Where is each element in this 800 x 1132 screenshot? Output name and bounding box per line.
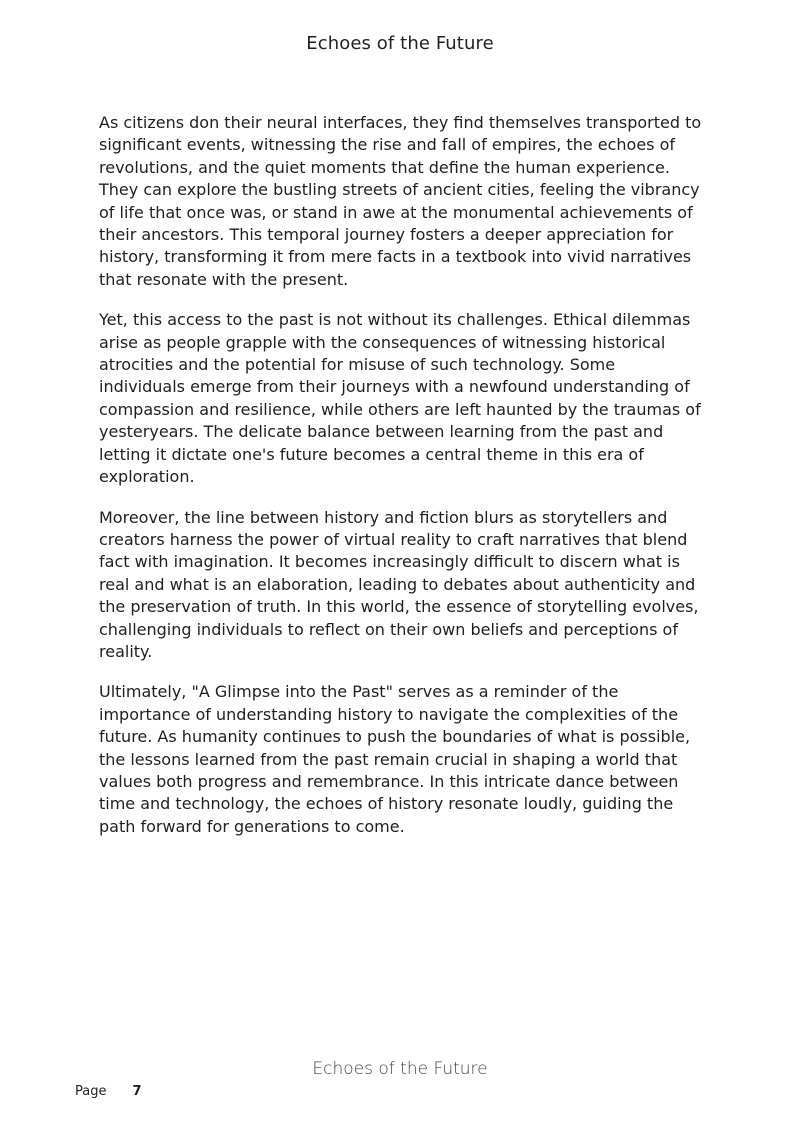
body-paragraph-1: As citizens don their neural interfaces, they find themselves transported to significant events, witnessing the rise and fall of empires, the echoes of revolutions, and the quiet moments that define the human experience. They can explore the bustling streets of ancient cities, feeling the vibrancy of life that once was, or stand in awe at the monumental achievements of their ancestors. This temporal journey fosters a deeper appreciation for history, transforming it from mere facts in a textbook into vivid narratives that resonate with the present. — [99, 113, 702, 289]
body-paragraph-3: Moreover, the line between history and fiction blurs as storytellers and creators harness the power of virtual reality to craft narratives that blend fact with imagination. It becomes increasingly difficult to discern what is real and what is an elaboration, leading to debates about authenticity and the preservation of truth. In this world, the essence of storytelling evolves, challenging individuals to reflect on their own beliefs and perceptions of reality. — [99, 507, 699, 661]
header-title: Echoes of the Future — [306, 33, 494, 54]
page-label: Page — [75, 1084, 107, 1099]
body-paragraph-4: Ultimately, "A Glimpse into the Past" serves as a reminder of the importance of understanding history to navigate the complexities of the future. As humanity continues to push the boundaries of what is possible, the lessons learned from the past remain crucial in shaping a world that values both progress and remembrance. In this intricate dance between time and technology, the echoes of history resonate loudly, guiding the path forward for generations to come. — [99, 682, 691, 836]
body-paragraph-2: Yet, this access to the past is not without its challenges. Ethical dilemmas arise as people grapple with the consequences of witnessing historical atrocities and the potential for misuse of such technology. Some individuals emerge from their journeys with a newfound understanding of compassion and resilience, while others are left haunted by the traumas of yesteryears. The delicate balance between learning from the past and letting it dictate one's future becomes a central theme in this era of exploration. — [99, 310, 701, 487]
page-number-value: 7 — [132, 1084, 142, 1099]
page-number — [75, 1083, 142, 1101]
footer-title: Echoes of the Future — [312, 1059, 488, 1079]
document-body — [99, 112, 703, 856]
